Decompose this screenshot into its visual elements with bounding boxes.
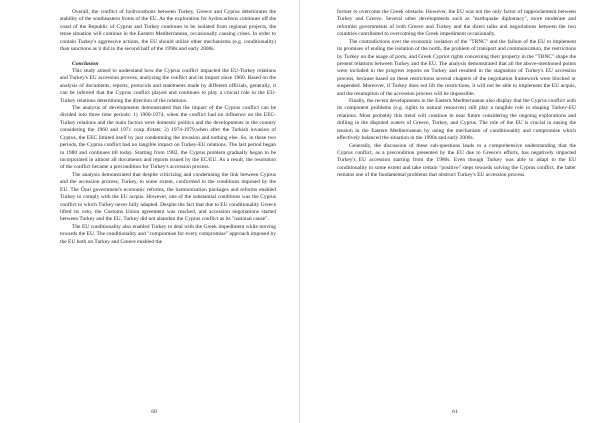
left-paragraph-4: The analysis demonstrated that despite criticizing and condemning the link between Cyprus and the accession process, Turkey, to some extent, conformed to the conditions imposed by the EU. The Özal government's economic reforms, the harmonization packages and reforms enabled Turkey to comply with the EU acquis. However, one of the substantial conditions was the Cyprus conflict to which Turkey never fully adapted. Despite the fact that due to EU conditionality Greece lifted its veto, the Customs Union agreement was reached, and accession negotiations started between Turkey and the EU, Turkey did not abandon the Cyprus conflict as its "national cause". (60, 171, 276, 223)
right-paragraph-2: The contradictions over the economic isolation of the "TRNC" and the failure of the EU to implement its promises of ending the isolation of the north, the problem of transport and communication, the restrictions by Turkey on the usage of ports, and Greek Cypriot rights concerning their property in the "TRNC" shape the present relations between Turkey and the EU. The analysis demonstrated that all the above-mentioned points were included in the progress reports on Turkey and resulted in the stagnation of Turkey's EU accession process, because based on these restrictions several chapters of the negotiation framework were blocked or suspended. Moreover, if Turkey does not lift the restrictions, it will not be able to implement the EU acquis, and the resumption of the accession process will be impossible. (337, 38, 576, 97)
right-paragraph-3: Finally, the recent developments in the Eastern Mediterranean also display that the Cyprus conflict with its component problems (e.g. rights to natural resources) still play a tangible role in shaping Turkey-EU relations. Most probably this trend will continue in near future considering the ongoing explorations and drilling in the disputed waters of Greece, Turkey, and Cyprus. The role of the EU is crucial in easing the tension in the Eastern Mediterranean by using the mechanism of conditionality and compromise which effectively balanced the situation in the 1990s and early 2000s. (337, 98, 576, 142)
left-paragraph-3: The analysis of developments demonstrated that the impact of the Cyprus conflict can be divided into three time periods: 1) 1960-1974, when the conflict had no influence on the EEC-Turkey relations and the main factors were domestic politics and the developments in the country considering the 1960 and 1971 coup d'etats; 2) 1974-1979,when after the Turkish invasion of Cyprus, the EEC limited itself by just condemning the invasion and nothing else. So, in these two periods, the Cyprus conflict had no tangible impact on Turkey-EU relations. The last period began in 1980 and continues till today. Starting from 1982, the Cyprus problem gradually began to be incorporated in almost all documents and reports issued by the EC/EU. As a result, the resolution of the conflict became a precondition for Turkey's accession process. (60, 105, 276, 171)
right-page (300, 0, 600, 423)
left-text-column (60, 9, 276, 246)
left-paragraph-1: Overall, the conflict of hydrocarbons between Turkey, Greece and Cyprus deteriorates the stability of the southeastern fronts of the EU. As the exploration for hydrocarbons continues off the coast of the Republic of Cyprus and Turkey continues to be isolated from regional projects, the tense situation will continue in the Eastern Mediterranean, occasionally causing crises. In order to contain Turkey's aggressive actions, the EU should utilize other mechanisms (e.g. conditionality) than sanctions as it did in the second half of the 1990s and early 2000s. (60, 9, 276, 53)
right-paragraph-1: former to overcome the Greek obstacle. However, the EU was not the only factor of rapprochement between Turkey and Greece. Several other developments such as "earthquake diplomacy", more moderate and reformist governments of both Greece and Turkey and the direct talks and negotiations between the two countries contributed to overcoming the Greek impediment occasionally. (337, 9, 576, 38)
page-number-right: 61 (452, 409, 458, 415)
right-text-column (337, 9, 576, 180)
left-paragraph-5: The EU conditionality also enabled Turkey to deal with the Greek impediment while moving towards the EU. The conditionality and "compromise for every compromise" approach imposed by the EU both on Turkey and Greece enabled the (60, 223, 276, 245)
section-heading-conclusion: Conclusion (72, 60, 99, 67)
left-paragraph-2: This study aimed to understand how the Cyprus conflict impacted the EU-Turkey relations and Turkey's EU accession process, analyzing the conflict and its impact since 1960. Based on the analysis of documents, reports, protocols and statements made by different officials, generally, it can be inferred that the Cyprus conflict played and continues to play a crucial role in the EU-Turkey relations determining the direction of the relations. (60, 67, 276, 104)
page-number-left: 60 (151, 409, 157, 415)
right-paragraph-4: Generally, the discussion of these sub-questions leads to a comprehensive understanding that the Cyprus conflict, as a precondition presented by the EU due to Greece's efforts, has negatively impacted Turkey's EU accession starting from the 1980s. Even though Turkey was able to adapt to the EU conditionality to some extent and take certain "positive" steps towards solving the Cyprus conflict, the latter remains one of the fundamental problems that obstruct Turkey's EU accession process. (337, 142, 576, 179)
